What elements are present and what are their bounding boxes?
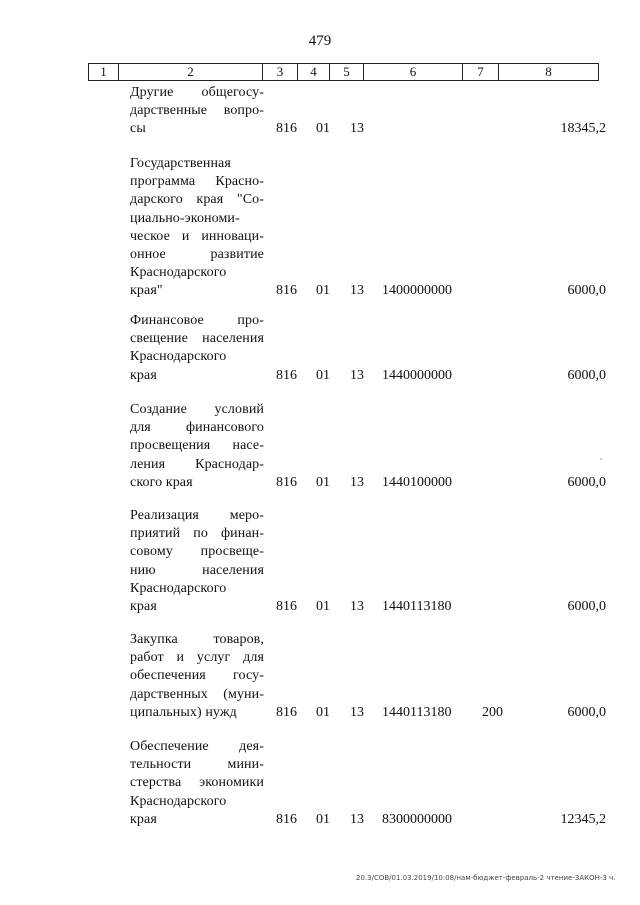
- description-line: Финансовое про-: [130, 313, 264, 328]
- cell-c5: 13: [350, 599, 364, 614]
- header-col-8: 8: [499, 64, 599, 81]
- cell-c6: 8300000000: [382, 811, 452, 827]
- description-line: нию населения: [130, 562, 264, 578]
- description-line: онное развитие: [130, 247, 264, 263]
- cell-c8: 18345,2: [560, 121, 606, 137]
- cell-c5: 13: [350, 367, 364, 383]
- cell-c3: 816: [276, 811, 297, 827]
- header-col-5: 5: [330, 64, 364, 81]
- cell-c6: 1440113180: [382, 599, 452, 614]
- cell-c8: 6000,0: [567, 367, 606, 383]
- description-line: Краснодарского: [130, 349, 227, 365]
- description-line: работ и услуг для: [130, 650, 264, 666]
- header-col-6: 6: [364, 64, 463, 81]
- header-col-4: 4: [298, 64, 330, 81]
- cell-c4: 01: [316, 367, 330, 383]
- cell-c8: 6000,0: [567, 474, 606, 490]
- description-line: сы: [130, 121, 146, 137]
- cell-c5: 13: [350, 283, 364, 299]
- description-line: обеспечения госу-: [130, 668, 264, 684]
- description-line: совому просвеще-: [130, 544, 264, 560]
- cell-c6: 1400000000: [382, 283, 452, 299]
- description-line: Реализация меро-: [130, 508, 264, 523]
- cell-c5: 13: [350, 811, 364, 827]
- row-description: [130, 401, 264, 492]
- cell-c6: 1440000000: [382, 367, 452, 383]
- cell-c5: 13: [350, 121, 364, 137]
- description-line: Обеспечение дея-: [130, 739, 264, 754]
- description-line: стерства экономики: [130, 775, 264, 791]
- header-col-2: 2: [119, 64, 263, 81]
- cell-c3: 816: [276, 704, 297, 720]
- description-line: Краснодарского: [130, 265, 227, 281]
- description-line: свещение населения: [130, 331, 264, 347]
- cell-c4: 01: [316, 704, 330, 720]
- cell-c8: 6000,0: [567, 704, 606, 720]
- cell-c4: 01: [316, 474, 330, 490]
- description-line: ского края: [130, 474, 193, 490]
- description-line: программа Красно-: [130, 174, 264, 190]
- description-line: края: [130, 811, 157, 827]
- cell-c7: 200: [482, 704, 503, 720]
- description-line: дарственные вопро-: [130, 103, 264, 119]
- document-footer: 20.3/СОВ/01.03.2019/10:08/нам-бюджет-февраль-2 чтение-ЗАКОН-3 ч.: [356, 874, 616, 882]
- description-line: края: [130, 599, 157, 615]
- cell-c4: 01: [316, 121, 330, 137]
- description-line: Создание условий: [130, 402, 264, 417]
- header-col-3: 3: [263, 64, 298, 81]
- cell-c4: 01: [316, 811, 330, 827]
- cell-c3: 816: [276, 367, 297, 383]
- cell-c3: 816: [276, 474, 297, 490]
- cell-c8: 6000,0: [567, 599, 606, 614]
- description-line: Краснодарского: [130, 793, 227, 809]
- row-description: [130, 631, 264, 722]
- row-description: [130, 312, 264, 385]
- header-col-1: 1: [89, 64, 119, 81]
- cell-c3: 816: [276, 283, 297, 299]
- description-line: Другие общегосу-: [130, 85, 264, 100]
- row-description: [130, 507, 264, 616]
- header-col-7: 7: [463, 64, 499, 81]
- description-line: ципальных) нужд: [130, 704, 237, 720]
- page-number: 479: [308, 33, 332, 49]
- row-description: [130, 738, 264, 829]
- cell-c6: 1440113180: [382, 704, 452, 720]
- description-line: для финансового: [130, 420, 264, 436]
- cell-c3: 816: [276, 121, 297, 137]
- row-description: [130, 155, 264, 301]
- description-line: приятий по финан-: [130, 526, 264, 542]
- cell-c8: 12345,2: [560, 811, 606, 827]
- description-line: дарского края "Со-: [130, 192, 264, 208]
- description-line: дарственных (муни-: [130, 686, 264, 702]
- cell-c8: 6000,0: [567, 283, 606, 299]
- cell-c6: 1440100000: [382, 474, 452, 490]
- description-line: Государственная: [130, 156, 231, 171]
- description-line: края: [130, 367, 157, 383]
- cell-c5: 13: [350, 704, 364, 720]
- cell-c5: 13: [350, 474, 364, 490]
- cell-c3: 816: [276, 599, 297, 614]
- cell-c4: 01: [316, 599, 330, 614]
- description-line: ления Краснодар-: [130, 456, 264, 472]
- column-header-table: [88, 63, 599, 81]
- row-description: [130, 84, 264, 139]
- description-line: просвещения насе-: [130, 438, 264, 454]
- description-line: ческое и инноваци-: [130, 228, 264, 244]
- cell-c4: 01: [316, 283, 330, 299]
- description-line: края": [130, 283, 163, 299]
- description-line: тельности мини-: [130, 757, 264, 773]
- scan-speck: [600, 458, 602, 460]
- description-line: Краснодарского: [130, 580, 227, 596]
- description-line: циально-экономи-: [130, 210, 240, 226]
- description-line: Закупка товаров,: [130, 632, 264, 647]
